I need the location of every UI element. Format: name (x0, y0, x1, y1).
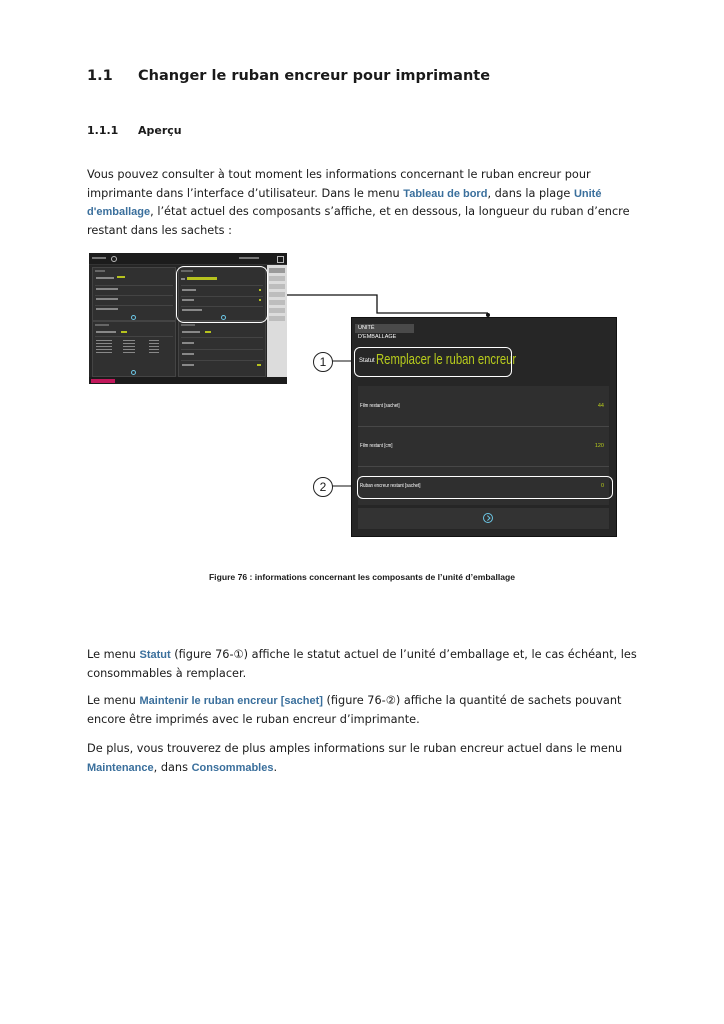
row-value: 44 (597, 403, 604, 409)
row-label: Ruban encreur restant [sachet] (360, 483, 421, 489)
callout-marker: 1 (313, 352, 333, 372)
row-value: 120 (594, 443, 604, 449)
status-paragraph: Le menu Statut (figure 76-①) affiche le statut actuel de l’unité d’emballage et, le cas échéant, les consommables à remplacer. (87, 648, 637, 680)
overview-panel-lower-left (92, 321, 176, 377)
ribbon-paragraph: Le menu Maintenir le ruban encreur [sachet] (figure 76-②) affiche la quantité de sachets pouvant encore être imprimés avec le ruban encreur d’imprimante. (87, 694, 622, 726)
callout-marker: 2 (313, 477, 333, 497)
ribbon-row-highlight-frame (357, 476, 613, 499)
menu-link-maintenance: Maintenance (87, 761, 154, 774)
figure-caption: Figure 76 : informations concernant les composants de l’unité d’emballage (208, 572, 516, 582)
row-label: Film restant [sachet] (360, 403, 400, 409)
overview-sidebar (267, 265, 287, 377)
section-title: Changer le ruban encreur pour imprimante (138, 68, 491, 84)
row-label: Film restant [cm] (360, 443, 393, 449)
overview-highlight-frame (176, 266, 268, 323)
intro-paragraph: Vous pouvez consulter à tout moment les informations concernant le ruban encreur pour imprimante dans l’interface d’utilisateur. Dans le menu Tableau de bord, dans la plage Unité d'emballage, l’état actuel des composants s’affiche, et en dessous, la longueur du ruban d’encre restant dans les sachets : (87, 168, 630, 237)
overview-panel-lower-right (178, 321, 266, 377)
chevron-right-icon[interactable] (483, 513, 493, 523)
maintenance-paragraph: De plus, vous trouverez de plus amples informations sur le ruban encreur actuel dans le menu Maintenance, dans Consommables. (87, 742, 623, 774)
subsection-title: Aperçu (138, 124, 182, 137)
row-value: 0 (600, 483, 604, 489)
overview-panel (92, 267, 176, 321)
menu-link-consumables: Consommables (191, 761, 274, 774)
packaging-unit-zoom-screenshot (351, 317, 617, 537)
overview-bottombar (89, 377, 287, 384)
subsection-number: 1.1.1 (87, 124, 119, 137)
menu-link-status: Statut (139, 649, 171, 661)
dashboard-overview-screenshot (89, 253, 287, 384)
panel-footer (358, 508, 609, 529)
status-highlight-frame (354, 347, 512, 377)
overview-topbar (89, 253, 287, 265)
overview-alert-button (91, 379, 115, 383)
panel-title: UNITÉ D'EMBALLAGE (355, 324, 414, 333)
menu-link-dashboard: Tableau de bord (403, 187, 488, 200)
area-link-packaging-unit: Unité d'emballage (87, 187, 602, 218)
status-value: Remplacer le ruban encreur (376, 352, 517, 368)
menu-link-maintain-ribbon: Maintenir le ruban encreur [sachet] (139, 695, 323, 707)
status-label: Statut (359, 358, 375, 364)
section-number: 1.1 (87, 68, 113, 84)
